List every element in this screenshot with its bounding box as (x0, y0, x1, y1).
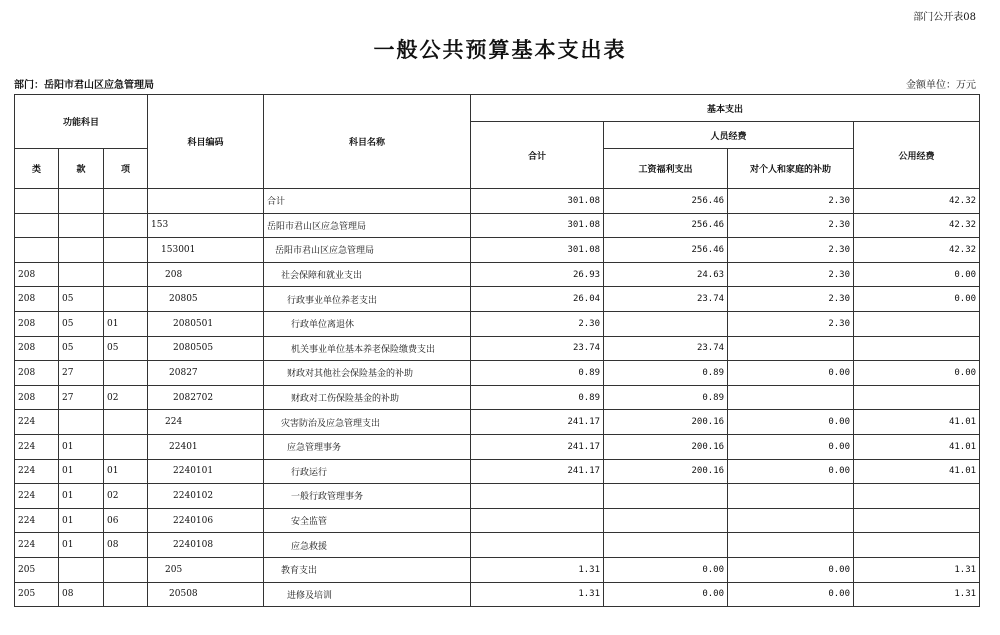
table-row (15, 434, 980, 459)
cell-subsidy (728, 484, 854, 509)
cell-xiang (104, 557, 148, 582)
cell-kuan: 01 (59, 434, 104, 459)
cell-name: 安全监管 (264, 508, 471, 533)
header-total: 合计 (471, 122, 604, 189)
cell-subsidy: 0.00 (728, 459, 854, 484)
cell-subsidy (728, 533, 854, 558)
table-row (15, 533, 980, 558)
cell-kuan: 01 (59, 484, 104, 509)
header-name: 科目名称 (264, 95, 471, 189)
cell-subsidy: 0.00 (728, 582, 854, 607)
cell-public: 41.01 (854, 434, 980, 459)
cell-kuan (59, 238, 104, 263)
cell-salary: 0.89 (604, 361, 728, 386)
cell-total (471, 508, 604, 533)
table-row (15, 336, 980, 361)
cell-name: 行政事业单位养老支出 (264, 287, 471, 312)
header-code: 科目编码 (148, 95, 264, 189)
cell-lei (15, 238, 59, 263)
cell-xiang: 05 (104, 336, 148, 361)
cell-total (471, 533, 604, 558)
cell-lei: 208 (15, 361, 59, 386)
table-row (15, 484, 980, 509)
budget-table (14, 94, 980, 607)
cell-total: 23.74 (471, 336, 604, 361)
cell-total: 301.08 (471, 213, 604, 238)
cell-total: 241.17 (471, 410, 604, 435)
cell-name: 应急管理事务 (264, 434, 471, 459)
cell-name: 岳阳市君山区应急管理局 (264, 213, 471, 238)
cell-lei: 205 (15, 582, 59, 607)
table-row (15, 557, 980, 582)
cell-code: 20805 (148, 287, 264, 312)
cell-xiang (104, 287, 148, 312)
cell-lei: 208 (15, 385, 59, 410)
cell-kuan (59, 557, 104, 582)
header-xiang: 项 (104, 149, 148, 189)
cell-xiang: 08 (104, 533, 148, 558)
amount-unit-label: 金额单位：万元 (906, 80, 976, 91)
cell-kuan (59, 213, 104, 238)
cell-salary (604, 484, 728, 509)
cell-public (854, 484, 980, 509)
cell-public (854, 533, 980, 558)
cell-total: 1.31 (471, 557, 604, 582)
cell-xiang (104, 434, 148, 459)
cell-lei: 224 (15, 484, 59, 509)
cell-name: 行政单位离退休 (264, 311, 471, 336)
header-personnel: 人员经费 (604, 122, 854, 149)
cell-name: 财政对工伤保险基金的补助 (264, 385, 471, 410)
table-row (15, 287, 980, 312)
header-func-subject: 功能科目 (15, 95, 148, 149)
cell-code: 20827 (148, 361, 264, 386)
table-row (15, 213, 980, 238)
cell-total: 241.17 (471, 434, 604, 459)
cell-xiang: 06 (104, 508, 148, 533)
cell-salary: 0.00 (604, 582, 728, 607)
header-lei: 类 (15, 149, 59, 189)
form-number: 部门公开表08 (913, 12, 976, 23)
cell-total: 301.08 (471, 238, 604, 263)
cell-public: 42.32 (854, 238, 980, 263)
cell-subsidy (728, 385, 854, 410)
cell-code: 2240102 (148, 484, 264, 509)
cell-lei (15, 189, 59, 214)
cell-lei: 224 (15, 508, 59, 533)
cell-total: 1.31 (471, 582, 604, 607)
cell-public: 0.00 (854, 287, 980, 312)
cell-total: 0.89 (471, 385, 604, 410)
cell-public: 42.32 (854, 189, 980, 214)
cell-name: 社会保障和就业支出 (264, 262, 471, 287)
cell-subsidy: 0.00 (728, 557, 854, 582)
cell-subsidy: 2.30 (728, 213, 854, 238)
header-public: 公用经费 (854, 122, 980, 189)
cell-kuan (59, 189, 104, 214)
cell-kuan: 08 (59, 582, 104, 607)
cell-lei: 224 (15, 434, 59, 459)
cell-xiang (104, 410, 148, 435)
table-row (15, 385, 980, 410)
cell-subsidy: 0.00 (728, 410, 854, 435)
cell-xiang (104, 238, 148, 263)
cell-xiang (104, 262, 148, 287)
cell-public (854, 336, 980, 361)
cell-subsidy (728, 508, 854, 533)
cell-subsidy (728, 336, 854, 361)
cell-salary: 24.63 (604, 262, 728, 287)
cell-kuan (59, 410, 104, 435)
cell-code: 2240106 (148, 508, 264, 533)
cell-kuan: 05 (59, 311, 104, 336)
cell-code: 205 (148, 557, 264, 582)
table-row (15, 311, 980, 336)
cell-xiang (104, 213, 148, 238)
cell-salary: 200.16 (604, 434, 728, 459)
cell-total: 26.93 (471, 262, 604, 287)
cell-kuan: 01 (59, 533, 104, 558)
cell-lei: 208 (15, 336, 59, 361)
cell-lei: 224 (15, 533, 59, 558)
cell-name: 教育支出 (264, 557, 471, 582)
cell-public: 42.32 (854, 213, 980, 238)
cell-code: 20508 (148, 582, 264, 607)
cell-name: 进修及培训 (264, 582, 471, 607)
cell-name: 灾害防治及应急管理支出 (264, 410, 471, 435)
table-row (15, 262, 980, 287)
header-subsidy: 对个人和家庭的补助 (728, 149, 854, 189)
cell-public: 0.00 (854, 361, 980, 386)
cell-xiang: 01 (104, 459, 148, 484)
cell-code: 208 (148, 262, 264, 287)
cell-total: 301.08 (471, 189, 604, 214)
cell-salary: 23.74 (604, 336, 728, 361)
page-title: 一般公共预算基本支出表 (373, 38, 627, 62)
cell-xiang (104, 189, 148, 214)
cell-lei: 224 (15, 410, 59, 435)
cell-xiang: 02 (104, 484, 148, 509)
cell-subsidy: 0.00 (728, 434, 854, 459)
table-row (15, 238, 980, 263)
cell-public: 41.01 (854, 459, 980, 484)
cell-code: 2082702 (148, 385, 264, 410)
department-label: 部门：岳阳市君山区应急管理局 (14, 80, 154, 91)
cell-public (854, 508, 980, 533)
cell-subsidy: 2.30 (728, 262, 854, 287)
cell-kuan: 27 (59, 385, 104, 410)
cell-salary: 0.89 (604, 385, 728, 410)
cell-code: 224 (148, 410, 264, 435)
cell-public (854, 311, 980, 336)
cell-lei: 208 (15, 262, 59, 287)
cell-public: 1.31 (854, 557, 980, 582)
cell-code: 153001 (148, 238, 264, 263)
cell-public (854, 385, 980, 410)
cell-code: 2080501 (148, 311, 264, 336)
cell-name: 财政对其他社会保险基金的补助 (264, 361, 471, 386)
cell-xiang: 01 (104, 311, 148, 336)
cell-kuan (59, 262, 104, 287)
cell-salary: 200.16 (604, 410, 728, 435)
cell-name: 机关事业单位基本养老保险缴费支出 (264, 336, 471, 361)
cell-code: 2240101 (148, 459, 264, 484)
cell-subsidy: 0.00 (728, 361, 854, 386)
cell-name: 行政运行 (264, 459, 471, 484)
cell-kuan: 05 (59, 336, 104, 361)
cell-code: 2240108 (148, 533, 264, 558)
header-kuan: 款 (59, 149, 104, 189)
cell-lei: 208 (15, 311, 59, 336)
cell-code: 153 (148, 213, 264, 238)
cell-total (471, 484, 604, 509)
cell-total: 2.30 (471, 311, 604, 336)
cell-salary: 0.00 (604, 557, 728, 582)
cell-xiang (104, 582, 148, 607)
cell-name: 一般行政管理事务 (264, 484, 471, 509)
cell-salary: 256.46 (604, 189, 728, 214)
cell-public: 1.31 (854, 582, 980, 607)
cell-public: 0.00 (854, 262, 980, 287)
cell-name: 应急救援 (264, 533, 471, 558)
cell-subsidy: 2.30 (728, 311, 854, 336)
header-salary: 工资福利支出 (604, 149, 728, 189)
cell-salary (604, 508, 728, 533)
cell-salary: 256.46 (604, 238, 728, 263)
cell-code: 2080505 (148, 336, 264, 361)
cell-subsidy: 2.30 (728, 189, 854, 214)
cell-lei: 224 (15, 459, 59, 484)
cell-lei: 208 (15, 287, 59, 312)
cell-salary: 200.16 (604, 459, 728, 484)
cell-total: 241.17 (471, 459, 604, 484)
cell-code: 22401 (148, 434, 264, 459)
cell-name: 岳阳市君山区应急管理局 (264, 238, 471, 263)
cell-kuan: 05 (59, 287, 104, 312)
table-body (15, 189, 980, 607)
cell-salary (604, 533, 728, 558)
cell-subsidy: 2.30 (728, 238, 854, 263)
cell-code (148, 189, 264, 214)
cell-salary: 23.74 (604, 287, 728, 312)
table-row (15, 189, 980, 214)
table-row (15, 459, 980, 484)
cell-kuan: 01 (59, 508, 104, 533)
cell-lei: 205 (15, 557, 59, 582)
cell-kuan: 01 (59, 459, 104, 484)
cell-total: 26.04 (471, 287, 604, 312)
table-row (15, 508, 980, 533)
table-row (15, 361, 980, 386)
cell-public: 41.01 (854, 410, 980, 435)
cell-name: 合计 (264, 189, 471, 214)
cell-salary (604, 311, 728, 336)
cell-lei (15, 213, 59, 238)
cell-kuan: 27 (59, 361, 104, 386)
table-row (15, 582, 980, 607)
cell-total: 0.89 (471, 361, 604, 386)
cell-subsidy: 2.30 (728, 287, 854, 312)
table-row (15, 410, 980, 435)
header-basic-expenditure: 基本支出 (471, 95, 980, 122)
cell-xiang: 02 (104, 385, 148, 410)
cell-salary: 256.46 (604, 213, 728, 238)
cell-xiang (104, 361, 148, 386)
